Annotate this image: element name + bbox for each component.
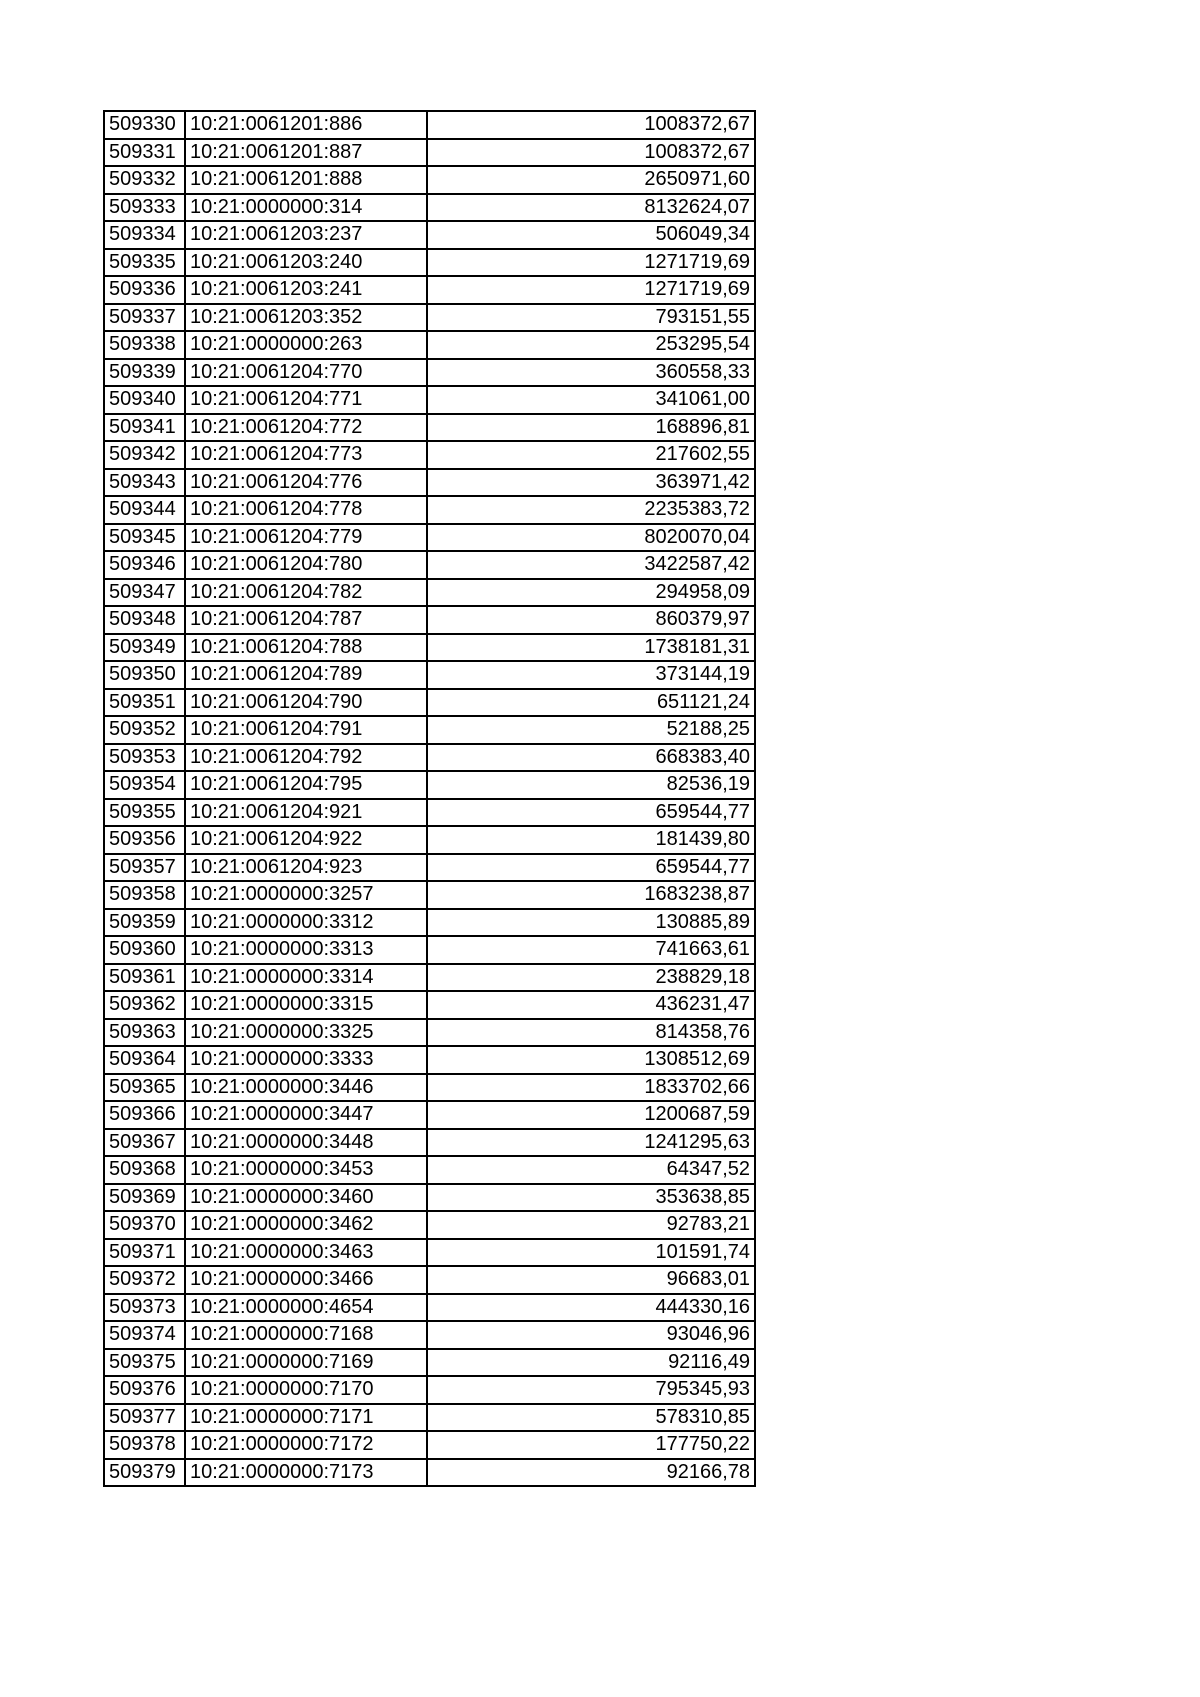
- cadastral-value-cell: 353638,85: [427, 1184, 755, 1212]
- cadastral-number-cell: 10:21:0061204:787: [185, 606, 427, 634]
- table-row: [104, 1321, 755, 1349]
- cadastral-value-cell: 436231,47: [427, 991, 755, 1019]
- row-number-cell: 509350: [104, 661, 185, 689]
- row-number-cell: 509375: [104, 1349, 185, 1377]
- table-row: [104, 744, 755, 772]
- row-number-cell: 509359: [104, 909, 185, 937]
- table-row: [104, 991, 755, 1019]
- cadastral-value-cell: 1200687,59: [427, 1101, 755, 1129]
- cadastral-number-cell: 10:21:0061204:789: [185, 661, 427, 689]
- cadastral-number-cell: 10:21:0061203:241: [185, 276, 427, 304]
- cadastral-number-cell: 10:21:0000000:7169: [185, 1349, 427, 1377]
- table-row: [104, 469, 755, 497]
- cadastral-number-cell: 10:21:0061203:240: [185, 249, 427, 277]
- table-row: [104, 166, 755, 194]
- cadastral-number-cell: 10:21:0061204:790: [185, 689, 427, 717]
- cadastral-value-cell: 1008372,67: [427, 111, 755, 139]
- cadastral-number-cell: 10:21:0000000:3462: [185, 1211, 427, 1239]
- table-row: [104, 1266, 755, 1294]
- table-row: [104, 1431, 755, 1459]
- cadastral-number-cell: 10:21:0061204:771: [185, 386, 427, 414]
- cadastral-value-cell: 659544,77: [427, 854, 755, 882]
- cadastral-value-cell: 92166,78: [427, 1459, 755, 1487]
- row-number-cell: 509354: [104, 771, 185, 799]
- row-number-cell: 509379: [104, 1459, 185, 1487]
- cadastral-value-cell: 8020070,04: [427, 524, 755, 552]
- row-number-cell: 509363: [104, 1019, 185, 1047]
- cadastral-value-cell: 659544,77: [427, 799, 755, 827]
- row-number-cell: 509371: [104, 1239, 185, 1267]
- table-row: [104, 359, 755, 387]
- cadastral-value-cell: 795345,93: [427, 1376, 755, 1404]
- cadastral-value-cell: 668383,40: [427, 744, 755, 772]
- table-row: [104, 414, 755, 442]
- cadastral-value-cell: 741663,61: [427, 936, 755, 964]
- row-number-cell: 509355: [104, 799, 185, 827]
- cadastral-number-cell: 10:21:0000000:3315: [185, 991, 427, 1019]
- table-row: [104, 936, 755, 964]
- cadastral-number-cell: 10:21:0061204:921: [185, 799, 427, 827]
- cadastral-number-cell: 10:21:0000000:3463: [185, 1239, 427, 1267]
- row-number-cell: 509352: [104, 716, 185, 744]
- table-row: [104, 1074, 755, 1102]
- table-row: [104, 331, 755, 359]
- table-row: [104, 909, 755, 937]
- table-row: [104, 771, 755, 799]
- row-number-cell: 509351: [104, 689, 185, 717]
- cadastral-value-cell: 217602,55: [427, 441, 755, 469]
- cadastral-value-cell: 238829,18: [427, 964, 755, 992]
- row-number-cell: 509341: [104, 414, 185, 442]
- row-number-cell: 509356: [104, 826, 185, 854]
- cadastral-value-cell: 168896,81: [427, 414, 755, 442]
- row-number-cell: 509361: [104, 964, 185, 992]
- row-number-cell: 509334: [104, 221, 185, 249]
- cadastral-number-cell: 10:21:0000000:3448: [185, 1129, 427, 1157]
- cadastral-number-cell: 10:21:0061204:776: [185, 469, 427, 497]
- table-row: [104, 1376, 755, 1404]
- cadastral-value-cell: 1008372,67: [427, 139, 755, 167]
- row-number-cell: 509364: [104, 1046, 185, 1074]
- cadastral-value-cell: 578310,85: [427, 1404, 755, 1432]
- table-row: [104, 139, 755, 167]
- row-number-cell: 509353: [104, 744, 185, 772]
- cadastral-number-cell: 10:21:0061201:887: [185, 139, 427, 167]
- cadastral-number-cell: 10:21:0000000:3333: [185, 1046, 427, 1074]
- cadastral-value-cell: 1683238,87: [427, 881, 755, 909]
- table-row: [104, 551, 755, 579]
- cadastral-number-cell: 10:21:0061204:922: [185, 826, 427, 854]
- row-number-cell: 509372: [104, 1266, 185, 1294]
- cadastral-value-cell: 177750,22: [427, 1431, 755, 1459]
- row-number-cell: 509377: [104, 1404, 185, 1432]
- cadastral-value-cell: 341061,00: [427, 386, 755, 414]
- row-number-cell: 509360: [104, 936, 185, 964]
- row-number-cell: 509342: [104, 441, 185, 469]
- cadastral-value-cell: 1271719,69: [427, 276, 755, 304]
- row-number-cell: 509331: [104, 139, 185, 167]
- cadastral-value-cell: 8132624,07: [427, 194, 755, 222]
- row-number-cell: 509330: [104, 111, 185, 139]
- cadastral-number-cell: 10:21:0000000:7171: [185, 1404, 427, 1432]
- row-number-cell: 509374: [104, 1321, 185, 1349]
- table-row: [104, 634, 755, 662]
- row-number-cell: 509370: [104, 1211, 185, 1239]
- cadastral-value-cell: 96683,01: [427, 1266, 755, 1294]
- row-number-cell: 509373: [104, 1294, 185, 1322]
- row-number-cell: 509343: [104, 469, 185, 497]
- cadastral-value-cell: 253295,54: [427, 331, 755, 359]
- cadastral-number-cell: 10:21:0000000:7168: [185, 1321, 427, 1349]
- table-row: [104, 854, 755, 882]
- cadastral-value-cell: 92783,21: [427, 1211, 755, 1239]
- table-row: [104, 716, 755, 744]
- cadastral-number-cell: 10:21:0061204:778: [185, 496, 427, 524]
- cadastral-number-cell: 10:21:0061204:780: [185, 551, 427, 579]
- cadastral-value-cell: 814358,76: [427, 1019, 755, 1047]
- cadastral-number-cell: 10:21:0000000:3453: [185, 1156, 427, 1184]
- table-row: [104, 826, 755, 854]
- row-number-cell: 509367: [104, 1129, 185, 1157]
- cadastral-number-cell: 10:21:0000000:3314: [185, 964, 427, 992]
- cadastral-number-cell: 10:21:0000000:314: [185, 194, 427, 222]
- cadastral-number-cell: 10:21:0061204:792: [185, 744, 427, 772]
- cadastral-value-cell: 363971,42: [427, 469, 755, 497]
- table-row: [104, 1184, 755, 1212]
- cadastral-value-cell: 651121,24: [427, 689, 755, 717]
- row-number-cell: 509365: [104, 1074, 185, 1102]
- cadastral-value-cell: 1271719,69: [427, 249, 755, 277]
- row-number-cell: 509335: [104, 249, 185, 277]
- table-row: [104, 1239, 755, 1267]
- cadastral-number-cell: 10:21:0061204:770: [185, 359, 427, 387]
- table-row: [104, 1349, 755, 1377]
- row-number-cell: 509339: [104, 359, 185, 387]
- table-row: [104, 1459, 755, 1487]
- cadastral-number-cell: 10:21:0000000:263: [185, 331, 427, 359]
- row-number-cell: 509366: [104, 1101, 185, 1129]
- cadastral-number-cell: 10:21:0061204:791: [185, 716, 427, 744]
- cadastral-value-cell: 64347,52: [427, 1156, 755, 1184]
- row-number-cell: 509346: [104, 551, 185, 579]
- cadastral-number-cell: 10:21:0061204:779: [185, 524, 427, 552]
- table-row: [104, 1156, 755, 1184]
- cadastral-number-cell: 10:21:0000000:3313: [185, 936, 427, 964]
- row-number-cell: 509332: [104, 166, 185, 194]
- cadastral-value-cell: 130885,89: [427, 909, 755, 937]
- cadastral-value-cell: 3422587,42: [427, 551, 755, 579]
- cadastral-value-cell: 2650971,60: [427, 166, 755, 194]
- cadastral-number-cell: 10:21:0061204:782: [185, 579, 427, 607]
- row-number-cell: 509340: [104, 386, 185, 414]
- table-row: [104, 304, 755, 332]
- table-row: [104, 964, 755, 992]
- cadastral-number-cell: 10:21:0061204:795: [185, 771, 427, 799]
- table-row: [104, 1404, 755, 1432]
- cadastral-value-cell: 2235383,72: [427, 496, 755, 524]
- cadastral-value-table: [103, 110, 756, 1487]
- row-number-cell: 509345: [104, 524, 185, 552]
- cadastral-value-cell: 1833702,66: [427, 1074, 755, 1102]
- cadastral-value-cell: 82536,19: [427, 771, 755, 799]
- row-number-cell: 509376: [104, 1376, 185, 1404]
- cadastral-value-cell: 444330,16: [427, 1294, 755, 1322]
- row-number-cell: 509368: [104, 1156, 185, 1184]
- table-row: [104, 194, 755, 222]
- cadastral-value-cell: 92116,49: [427, 1349, 755, 1377]
- row-number-cell: 509336: [104, 276, 185, 304]
- cadastral-number-cell: 10:21:0000000:3466: [185, 1266, 427, 1294]
- cadastral-number-cell: 10:21:0000000:7170: [185, 1376, 427, 1404]
- cadastral-value-cell: 793151,55: [427, 304, 755, 332]
- cadastral-value-cell: 1738181,31: [427, 634, 755, 662]
- row-number-cell: 509337: [104, 304, 185, 332]
- table-row: [104, 881, 755, 909]
- table-row: [104, 1129, 755, 1157]
- row-number-cell: 509347: [104, 579, 185, 607]
- cadastral-number-cell: 10:21:0000000:3325: [185, 1019, 427, 1047]
- table-row: [104, 1019, 755, 1047]
- cadastral-number-cell: 10:21:0000000:3312: [185, 909, 427, 937]
- table-body: [104, 111, 755, 1486]
- table-row: [104, 276, 755, 304]
- row-number-cell: 509344: [104, 496, 185, 524]
- cadastral-value-cell: 506049,34: [427, 221, 755, 249]
- table-row: [104, 1046, 755, 1074]
- cadastral-number-cell: 10:21:0000000:3257: [185, 881, 427, 909]
- cadastral-value-cell: 101591,74: [427, 1239, 755, 1267]
- table-row: [104, 524, 755, 552]
- cadastral-number-cell: 10:21:0061201:886: [185, 111, 427, 139]
- table-row: [104, 221, 755, 249]
- row-number-cell: 509333: [104, 194, 185, 222]
- table-row: [104, 441, 755, 469]
- table-row: [104, 689, 755, 717]
- table-row: [104, 579, 755, 607]
- cadastral-number-cell: 10:21:0061204:923: [185, 854, 427, 882]
- table-row: [104, 606, 755, 634]
- cadastral-number-cell: 10:21:0000000:3446: [185, 1074, 427, 1102]
- table-row: [104, 249, 755, 277]
- cadastral-number-cell: 10:21:0061204:788: [185, 634, 427, 662]
- cadastral-value-cell: 1241295,63: [427, 1129, 755, 1157]
- cadastral-number-cell: 10:21:0061204:773: [185, 441, 427, 469]
- cadastral-value-cell: 52188,25: [427, 716, 755, 744]
- table-row: [104, 799, 755, 827]
- row-number-cell: 509362: [104, 991, 185, 1019]
- row-number-cell: 509369: [104, 1184, 185, 1212]
- cadastral-value-cell: 181439,80: [427, 826, 755, 854]
- cadastral-value-cell: 860379,97: [427, 606, 755, 634]
- row-number-cell: 509378: [104, 1431, 185, 1459]
- table-row: [104, 111, 755, 139]
- cadastral-number-cell: 10:21:0000000:7172: [185, 1431, 427, 1459]
- cadastral-value-cell: 373144,19: [427, 661, 755, 689]
- cadastral-value-cell: 93046,96: [427, 1321, 755, 1349]
- cadastral-number-cell: 10:21:0000000:3447: [185, 1101, 427, 1129]
- row-number-cell: 509349: [104, 634, 185, 662]
- cadastral-number-cell: 10:21:0061203:237: [185, 221, 427, 249]
- cadastral-number-cell: 10:21:0000000:7173: [185, 1459, 427, 1487]
- cadastral-number-cell: 10:21:0000000:3460: [185, 1184, 427, 1212]
- table-row: [104, 1211, 755, 1239]
- row-number-cell: 509357: [104, 854, 185, 882]
- row-number-cell: 509358: [104, 881, 185, 909]
- cadastral-value-cell: 294958,09: [427, 579, 755, 607]
- cadastral-number-cell: 10:21:0061203:352: [185, 304, 427, 332]
- table-row: [104, 386, 755, 414]
- row-number-cell: 509338: [104, 331, 185, 359]
- cadastral-number-cell: 10:21:0061204:772: [185, 414, 427, 442]
- table-row: [104, 1294, 755, 1322]
- cadastral-value-cell: 1308512,69: [427, 1046, 755, 1074]
- row-number-cell: 509348: [104, 606, 185, 634]
- cadastral-number-cell: 10:21:0000000:4654: [185, 1294, 427, 1322]
- table-row: [104, 496, 755, 524]
- cadastral-value-cell: 360558,33: [427, 359, 755, 387]
- table-row: [104, 1101, 755, 1129]
- table-row: [104, 661, 755, 689]
- cadastral-number-cell: 10:21:0061201:888: [185, 166, 427, 194]
